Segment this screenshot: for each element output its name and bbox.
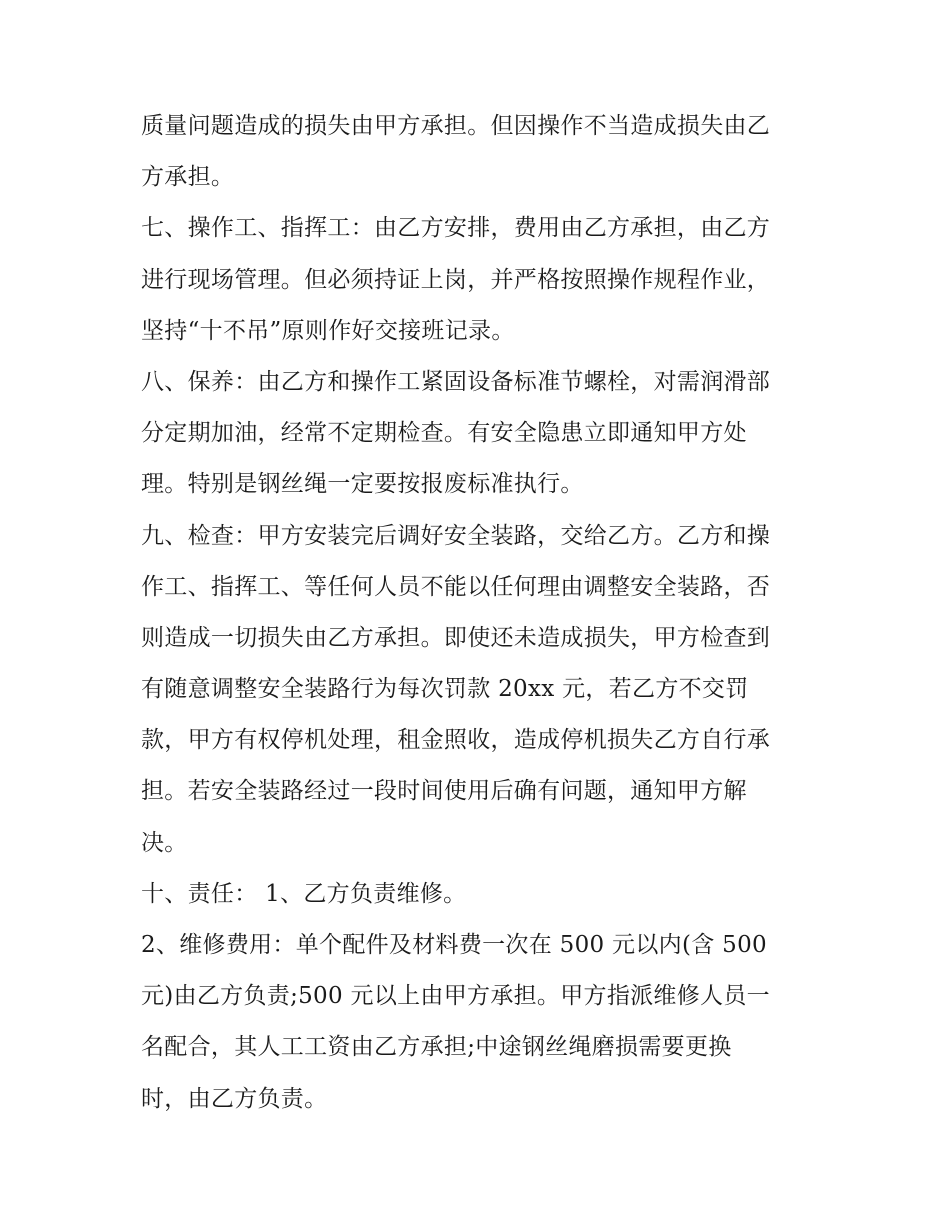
- text-line: 质量问题造成的损失由甲方承担。但因操作不当造成损失由乙: [141, 113, 771, 139]
- text-line: 元)由乙方负责;500 元以上由甲方承担。甲方指派维修人员一: [141, 983, 770, 1010]
- text-line: 进行现场管理。但必须持证上岗，并严格按照操作规程作业，: [141, 266, 771, 293]
- text-line: 坚持“十不吊”原则作好交接班记录。: [141, 317, 515, 344]
- text-line: 作工、指挥工、等任何人员不能以任何理由调整安全装路，否: [141, 573, 771, 600]
- text-line: 方承担。: [141, 164, 235, 191]
- text-line: 八、保养：由乙方和操作工紧固设备标准节螺栓，对需润滑部: [141, 368, 771, 395]
- text-line: 担。若安全装路经过一段时间使用后确有问题，通知甲方解: [141, 778, 747, 805]
- text-line: 2、维修费用：单个配件及材料费一次在 500 元以内(含 500: [141, 932, 767, 958]
- text-line: 款，甲方有权停机处理，租金照收，造成停机损失乙方自行承: [141, 727, 771, 754]
- text-line: 分定期加油，经常不定期检查。有安全隐患立即通知甲方处: [141, 420, 747, 447]
- text-line: 十、责任： 1、乙方负责维修。: [141, 880, 467, 907]
- text-line: 决。: [141, 829, 188, 856]
- text-line: 七、操作工、指挥工：由乙方安排，费用由乙方承担，由乙方: [141, 215, 771, 242]
- text-line: 名配合，其人工工资由乙方承担;中途钢丝绳磨损需要更换: [141, 1034, 732, 1061]
- document-body: [141, 104, 831, 1128]
- text-line: 时，由乙方负责。: [141, 1085, 328, 1112]
- text-line: 九、检查：甲方安装完后调好安全装路，交给乙方。乙方和操: [141, 522, 771, 549]
- text-line: 有随意调整安全装路行为每次罚款 20xx 元，若乙方不交罚: [141, 676, 749, 703]
- text-line: 则造成一切损失由乙方承担。即使还未造成损失，甲方检查到: [141, 624, 771, 651]
- text-line: 理。特别是钢丝绳一定要按报废标准执行。: [141, 471, 584, 498]
